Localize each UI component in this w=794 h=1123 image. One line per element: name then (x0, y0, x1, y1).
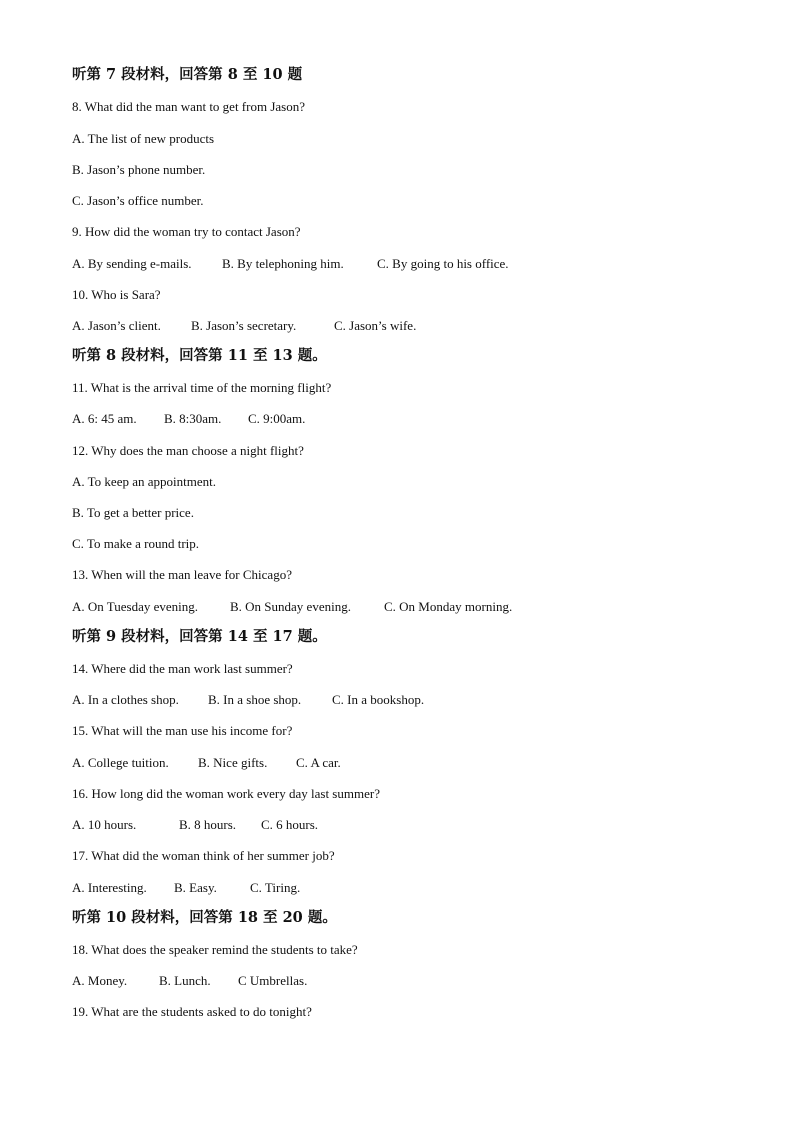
option-c: C. 9:00am. (248, 411, 306, 426)
option-b: B. In a shoe shop. (208, 692, 302, 707)
section-heading: 听第 10 段材料，回答第 18 至 20 题。 (72, 909, 337, 926)
option-c: C Umbrellas. (238, 973, 308, 988)
question-15-options (72, 755, 341, 771)
option-b: B. 8 hours. (179, 817, 237, 832)
option-a: A. 10 hours. (72, 817, 137, 832)
section-heading: 听第 8 段材料，回答第 11 至 13 题。 (72, 347, 327, 364)
option-a: A. College tuition. (72, 755, 169, 770)
option-b: B. 8:30am. (164, 411, 222, 426)
question-12-option-b: B. To get a better price. (72, 505, 194, 520)
question-8-option-a: A. The list of new products (72, 131, 215, 146)
question-14-options (72, 692, 424, 708)
question-12-option-a: A. To keep an appointment. (72, 474, 216, 489)
question-8: 8. What did the man want to get from Jason? (72, 99, 305, 114)
question-12: 12. Why does the man choose a night flight? (72, 443, 304, 458)
option-b: B. Easy. (174, 880, 217, 895)
option-c: C. Tiring. (250, 880, 301, 895)
option-c: C. On Monday morning. (384, 599, 513, 614)
question-8-option-b: B. Jason’s phone number. (72, 162, 206, 177)
option-c: C. 6 hours. (261, 817, 319, 832)
question-18: 18. What does the speaker remind the students to take? (72, 942, 358, 957)
option-a: A. In a clothes shop. (72, 692, 179, 707)
option-b: B. On Sunday evening. (230, 599, 351, 614)
question-11-options (72, 411, 305, 427)
question-11: 11. What is the arrival time of the morning flight? (72, 380, 332, 395)
option-b: B. Lunch. (159, 973, 211, 988)
option-c: C. Jason’s wife. (334, 318, 417, 333)
option-c: C. A car. (296, 755, 341, 770)
option-a: A. Money. (72, 973, 128, 988)
option-a: A. Jason’s client. (72, 318, 161, 333)
option-a: A. By sending e-mails. (72, 256, 192, 271)
question-9: 9. How did the woman try to contact Jason? (72, 224, 301, 239)
question-19: 19. What are the students asked to do tonight? (72, 1004, 312, 1019)
question-16: 16. How long did the woman work every day last summer? (72, 786, 380, 801)
question-10: 10. Who is Sara? (72, 287, 161, 302)
question-17-options (72, 880, 300, 896)
option-a: A. On Tuesday evening. (72, 599, 199, 614)
question-16-options (72, 817, 318, 833)
option-b: B. By telephoning him. (222, 256, 344, 271)
section-heading: 听第 7 段材料，回答第 8 至 10 题 (72, 66, 303, 83)
question-10-options (72, 318, 416, 334)
question-15: 15. What will the man use his income for? (72, 723, 293, 738)
question-18-options (72, 973, 307, 989)
option-b: B. Nice gifts. (198, 755, 268, 770)
question-12-option-c: C. To make a round trip. (72, 536, 200, 551)
question-17: 17. What did the woman think of her summer job? (72, 848, 335, 863)
question-13-options (72, 599, 512, 615)
option-a: A. Interesting. (72, 880, 147, 895)
option-a: A. 6: 45 am. (72, 411, 137, 426)
question-9-options (72, 256, 509, 272)
question-13: 13. When will the man leave for Chicago? (72, 567, 292, 582)
question-8-option-c: C. Jason’s office number. (72, 193, 204, 208)
option-c: C. By going to his office. (377, 256, 509, 271)
option-b: B. Jason’s secretary. (191, 318, 297, 333)
option-c: C. In a bookshop. (332, 692, 425, 707)
section-heading: 听第 9 段材料，回答第 14 至 17 题。 (72, 628, 327, 645)
question-14: 14. Where did the man work last summer? (72, 661, 293, 676)
